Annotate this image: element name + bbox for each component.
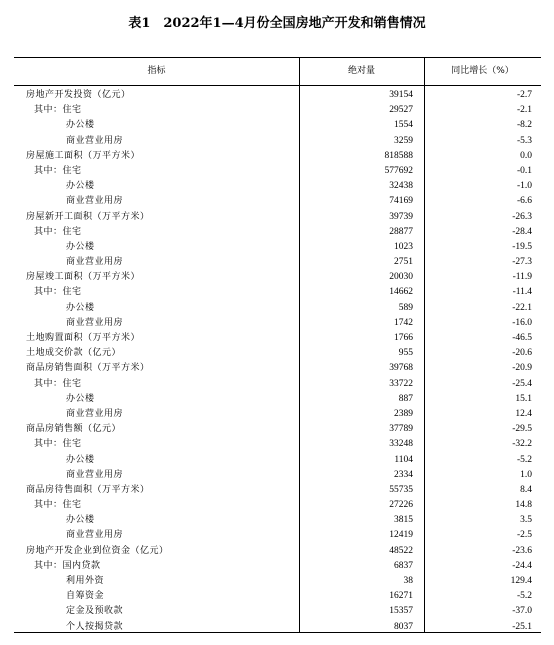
yoy-growth-value: 8.4: [520, 484, 532, 495]
row-label: 办公楼: [66, 120, 95, 131]
absolute-value: 6837: [394, 560, 413, 571]
table-row: [14, 301, 541, 316]
row-label: 个人按揭贷款: [66, 621, 124, 632]
table-row: [14, 544, 541, 559]
yoy-growth-value: -20.9: [512, 363, 532, 374]
absolute-value: 27226: [389, 500, 413, 511]
row-label: 房地产开发企业到位资金（亿元）: [26, 545, 169, 556]
row-label: 商业营业用房: [66, 196, 124, 207]
absolute-value: 577692: [384, 165, 413, 176]
absolute-value: 38: [403, 576, 413, 586]
yoy-growth-value: -11.9: [512, 272, 532, 283]
row-label: 其中：国内贷款: [34, 560, 101, 571]
absolute-value: 2334: [394, 469, 413, 480]
yoy-growth-value: -23.6: [512, 545, 532, 556]
data-table: [14, 57, 541, 633]
table-row: [14, 468, 541, 483]
yoy-growth-value: -5.2: [516, 454, 532, 465]
row-label: 商业营业用房: [66, 408, 124, 419]
yoy-growth-value: -2.7: [516, 90, 532, 100]
table-row: [14, 392, 541, 407]
table-row: [14, 255, 541, 270]
absolute-value: 32438: [389, 181, 413, 192]
row-label: 房屋竣工面积（万平方米）: [26, 272, 141, 283]
table-row: [14, 240, 541, 255]
absolute-value: 55735: [389, 484, 413, 495]
yoy-growth-value: -29.5: [512, 424, 532, 435]
table-row: [14, 361, 541, 376]
yoy-growth-value: 14.8: [515, 500, 532, 511]
absolute-value: 74169: [389, 196, 413, 207]
yoy-growth-value: -0.1: [516, 165, 532, 176]
row-label: 商业营业用房: [66, 530, 124, 541]
absolute-value: 28877: [389, 226, 413, 237]
absolute-value: 33248: [389, 439, 413, 450]
column-header-yoy: 同比增长（%）: [451, 66, 514, 76]
row-label: 土地成交价款（亿元）: [26, 348, 122, 359]
yoy-growth-value: 0.0: [520, 150, 532, 161]
row-label: 办公楼: [66, 241, 95, 252]
table-row: [14, 407, 541, 422]
yoy-growth-value: -27.3: [512, 257, 532, 268]
table-row: [14, 620, 541, 635]
yoy-growth-value: -20.6: [512, 348, 532, 359]
row-label: 办公楼: [66, 454, 95, 465]
yoy-growth-value: 129.4: [510, 576, 532, 586]
table-row: [14, 164, 541, 179]
yoy-growth-value: -2.5: [516, 530, 532, 541]
yoy-growth-value: -46.5: [512, 333, 532, 343]
row-label: 其中：住宅: [34, 378, 82, 389]
row-label: 商业营业用房: [66, 257, 124, 268]
absolute-value: 33722: [389, 378, 413, 389]
table-row: [14, 179, 541, 194]
absolute-value: 39739: [389, 211, 413, 222]
table-body: [14, 88, 541, 635]
row-label: 房地产开发投资（亿元）: [26, 90, 131, 100]
absolute-value: 14662: [389, 287, 413, 298]
column-header-indicator: 指标: [147, 66, 166, 76]
table-row: [14, 285, 541, 300]
row-label: 商品房销售面积（万平方米）: [26, 363, 150, 374]
table-row: [14, 225, 541, 240]
row-label: 自筹资金: [66, 591, 105, 602]
row-label: 房屋施工面积（万平方米）: [26, 150, 141, 161]
table-row: [14, 149, 541, 164]
table-row: [14, 377, 541, 392]
absolute-value: 1554: [394, 120, 413, 131]
table-row: [14, 453, 541, 468]
table-row: [14, 528, 541, 543]
table-row: [14, 118, 541, 133]
table-row: [14, 316, 541, 331]
absolute-value: 3815: [394, 515, 413, 526]
row-label: 其中：住宅: [34, 226, 82, 237]
yoy-growth-value: -22.1: [512, 302, 532, 313]
yoy-growth-value: -5.2: [516, 591, 532, 602]
table-title: 表1 2022年1—4月份全国房地产开发和销售情况: [128, 16, 426, 31]
table-row: [14, 574, 541, 589]
yoy-growth-value: -32.2: [512, 439, 532, 450]
row-label: 办公楼: [66, 393, 95, 404]
row-label: 商业营业用房: [66, 469, 124, 480]
yoy-growth-value: -5.3: [516, 135, 532, 146]
table-row: [14, 270, 541, 285]
row-label: 其中：住宅: [34, 439, 82, 450]
absolute-value: 2751: [394, 257, 413, 268]
table-row: [14, 483, 541, 498]
absolute-value: 37789: [389, 424, 413, 435]
column-header-absolute: 绝对量: [347, 66, 375, 76]
row-label: 办公楼: [66, 302, 95, 313]
row-label: 办公楼: [66, 181, 95, 192]
yoy-growth-value: -26.3: [512, 211, 532, 222]
yoy-growth-value: -28.4: [512, 226, 532, 237]
row-label: 土地购置面积（万平方米）: [26, 333, 141, 343]
row-label: 办公楼: [66, 515, 95, 526]
table-row: [14, 513, 541, 528]
absolute-value: 1104: [394, 454, 413, 465]
absolute-value: 3259: [394, 135, 413, 146]
row-label: 商品房销售额（亿元）: [26, 424, 122, 435]
absolute-value: 15357: [389, 606, 413, 617]
absolute-value: 20030: [389, 272, 413, 283]
table-row: [14, 194, 541, 209]
row-label: 其中：住宅: [34, 165, 82, 176]
yoy-growth-value: 12.4: [515, 408, 532, 419]
yoy-growth-value: 1.0: [520, 469, 532, 480]
yoy-growth-value: -16.0: [512, 317, 532, 328]
row-label: 商品房待售面积（万平方米）: [26, 484, 150, 495]
row-label: 其中：住宅: [34, 287, 82, 298]
yoy-growth-value: -1.0: [516, 181, 532, 192]
absolute-value: 48522: [389, 545, 413, 556]
absolute-value: 1023: [394, 241, 413, 252]
absolute-value: 12419: [389, 530, 413, 541]
yoy-growth-value: -25.4: [512, 378, 532, 389]
row-label: 商业营业用房: [66, 317, 124, 328]
yoy-growth-value: 3.5: [520, 515, 532, 526]
table-row: [14, 210, 541, 225]
yoy-growth-value: 15.1: [515, 393, 532, 404]
table-row: [14, 604, 541, 619]
absolute-value: 955: [398, 348, 413, 359]
yoy-growth-value: -6.6: [516, 196, 532, 207]
row-label: 定金及预收款: [66, 606, 124, 617]
row-label: 其中：住宅: [34, 105, 82, 116]
table-row: [14, 422, 541, 437]
table-row: [14, 134, 541, 149]
table-row: [14, 437, 541, 452]
absolute-value: 39154: [389, 90, 413, 100]
yoy-growth-value: -37.0: [512, 606, 532, 617]
row-label: 其中：住宅: [34, 500, 82, 511]
row-label: 利用外资: [66, 576, 105, 586]
absolute-value: 2389: [394, 408, 413, 419]
table-row: [14, 331, 541, 346]
row-label: 房屋新开工面积（万平方米）: [26, 211, 150, 222]
table-row: [14, 589, 541, 604]
yoy-growth-value: -19.5: [512, 241, 532, 252]
absolute-value: 589: [398, 302, 413, 313]
table-header: [14, 58, 541, 86]
absolute-value: 8037: [394, 621, 413, 632]
table-row: [14, 559, 541, 574]
absolute-value: 29527: [389, 105, 413, 116]
table-row: [14, 103, 541, 118]
absolute-value: 1766: [394, 333, 413, 343]
yoy-growth-value: -24.4: [512, 560, 532, 571]
yoy-growth-value: -25.1: [512, 621, 532, 632]
yoy-growth-value: -2.1: [516, 105, 532, 116]
absolute-value: 39768: [389, 363, 413, 374]
yoy-growth-value: -11.4: [512, 287, 532, 298]
absolute-value: 818588: [384, 150, 413, 161]
absolute-value: 1742: [394, 317, 413, 328]
yoy-growth-value: -8.2: [516, 120, 532, 131]
absolute-value: 887: [398, 393, 413, 404]
absolute-value: 16271: [389, 591, 413, 602]
table-row: [14, 88, 541, 103]
table-row: [14, 498, 541, 513]
row-label: 商业营业用房: [66, 135, 124, 146]
table-row: [14, 346, 541, 361]
